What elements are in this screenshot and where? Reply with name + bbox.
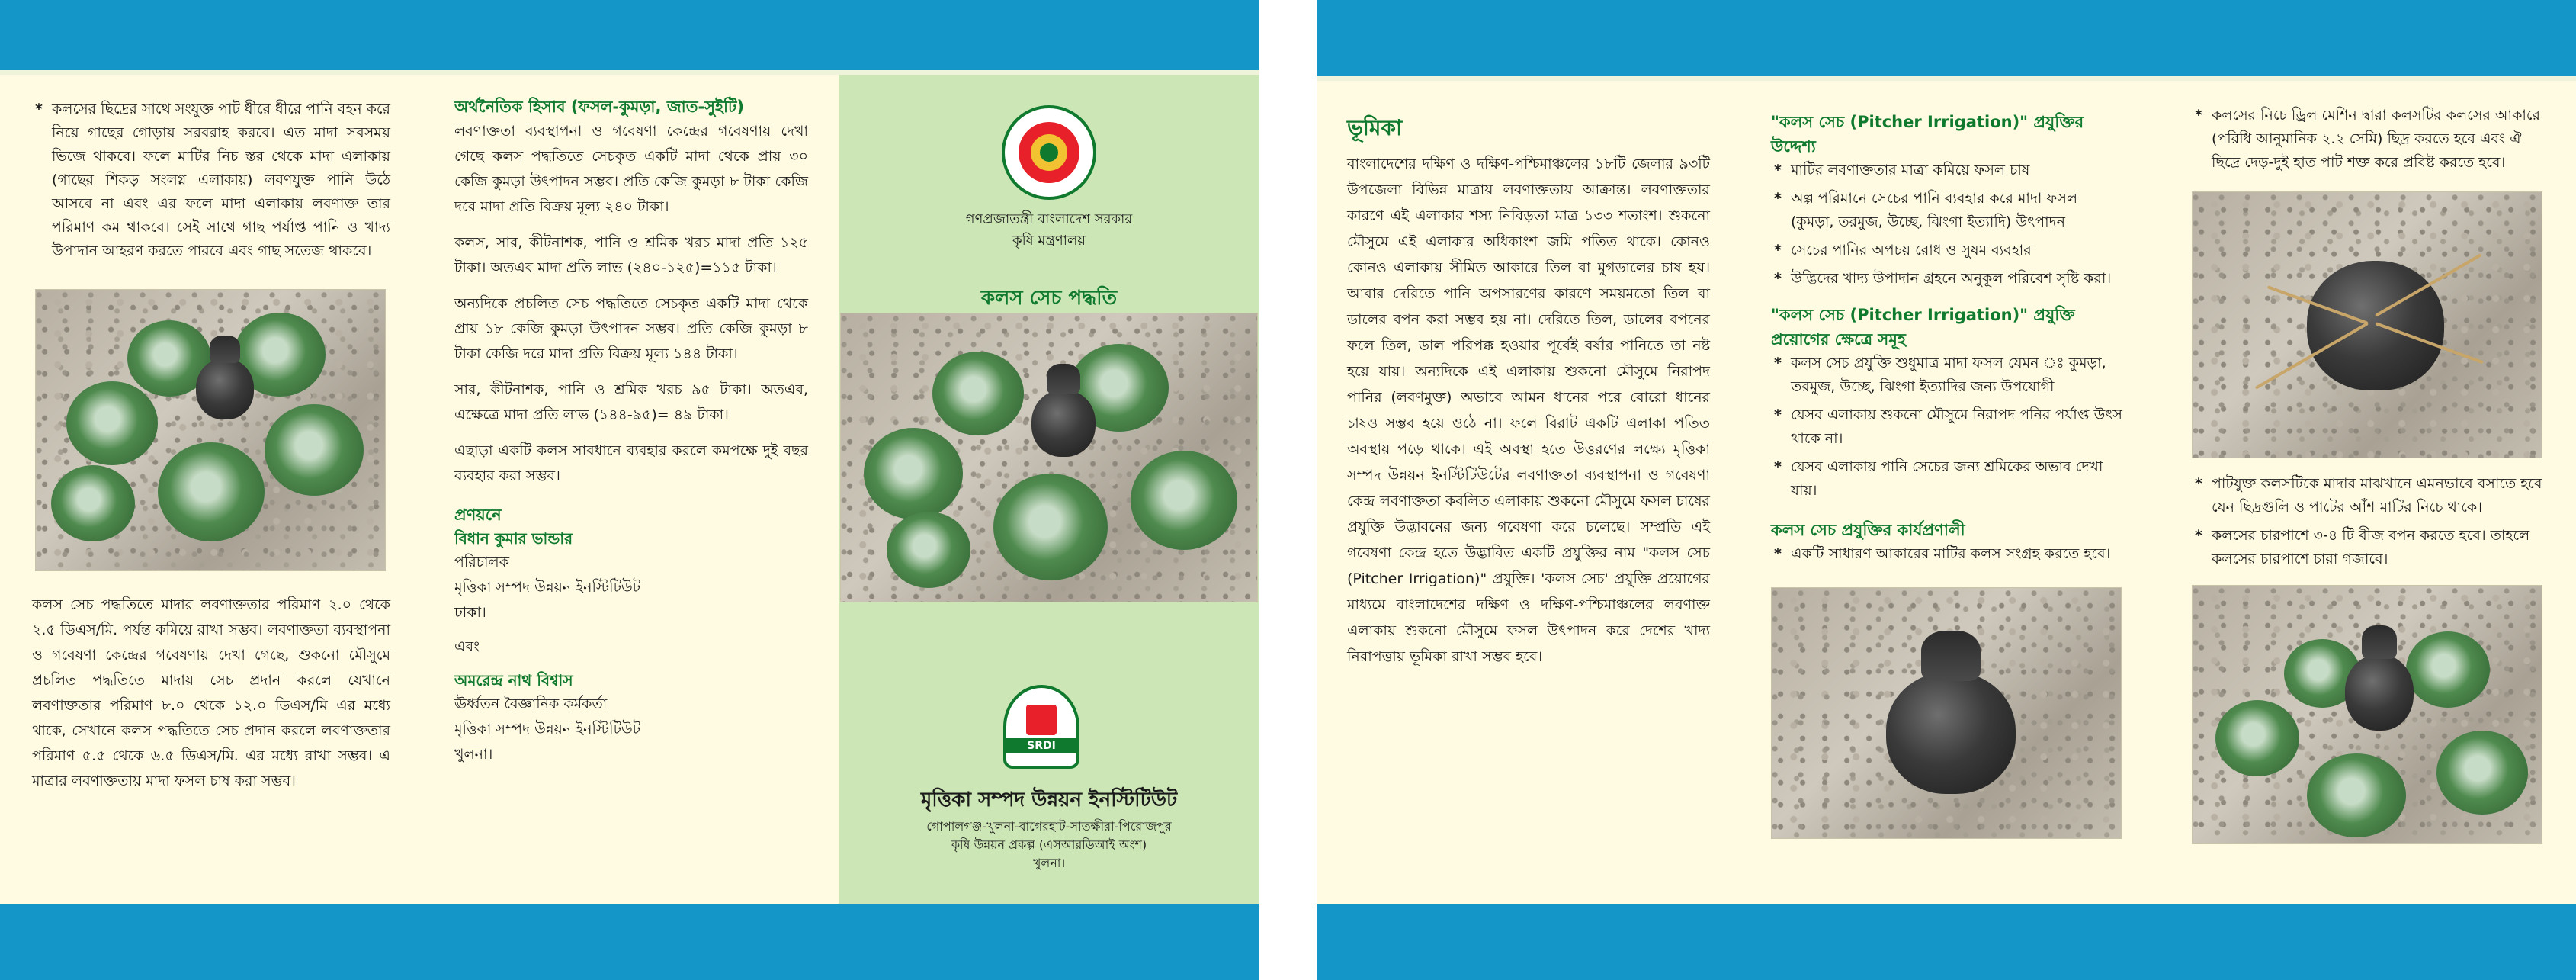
institute-districts: গোপালগঞ্জ-খুলনা-বাগেরহাট-সাতক্ষীরা-পিরোজপুর bbox=[926, 819, 1172, 834]
panel-steps bbox=[2155, 76, 2576, 910]
bottom-blue-band bbox=[1317, 904, 2576, 980]
scope-item: * যেসব এলাকায় পানি সেচের জন্য শ্রমিকের অভাব দেখা যায়। bbox=[1771, 455, 2125, 503]
intro-heading: ভূমিকা bbox=[1347, 115, 1403, 140]
srdi-logo-label: SRDI bbox=[1006, 738, 1076, 753]
economics-pitcher-yield: লবণাক্ততা ব্যবস্থাপনা ও গবেষণা কেন্দ্রের গবেষণায় দেখা গেছে কলস পদ্ধতিতে সেচকৃত একটি মাদা থেকে প্রায় ৩০ কেজি কুমড়া উৎপাদন সম্ভব। প্রতি কেজি কুমড়া ৮ টাকা কেজি দরে মাদা প্রতি বিক্রয় মূল্য ২৪০ টাকা। bbox=[454, 123, 808, 215]
step-seed-item: * কলসের চারপাশে ৩-৪ টি বীজ বপন করতে হবে। তাহলে কলসের চারপাশে চারা গজাবে। bbox=[2192, 524, 2544, 571]
process-continued-text: * কলসের ছিদ্রের সাথে সংযুক্ত পাট ধীরে ধীরে পানি বহন করে নিয়ে গাছের গোড়ায় সরবরাহ করবে। এত মাদা সবসময় ভিজে থাকবে। ফলে মাটির নিচ স্তর থেকে মাদা এলাকায় (গাছের শিকড় সংলগ্ন এলাকায়) লবণযুক্ত পানি উঠে আসবে না এবং এর ফলে মাদা এলাকায় লবণাক্ত তার পরিমাণ কম থাকবে। সেই সাথে গাছ পর্যাপ্ত পানি ও খাদ্য উপাদান আহরণ করতে পারবে এবং গাছ সতেজ থাকবে। bbox=[32, 98, 390, 263]
authors-and: এবং bbox=[454, 638, 480, 655]
scope-item: * কলস সেচ প্রযুক্তি শুধুমাত্র মাদা ফসল যেমন ঃ কুমড়া, তরমুজ, উচ্ছে, ঝিংগা ইত্যাদির জন্য উপযোগী bbox=[1771, 352, 2125, 399]
step-drill-item: * কলসের নিচে ড্রিল মেশিন দ্বারা কলসটির কলসের আকারে (পরিধি আনুমানিক ২.২ সেমি) ছিদ্র করতে হবে এবং ঐ ছিদ্রে দেড়-দুই হাত পাট শক্ত করে প্রবিষ্ট করতে হবে। bbox=[2192, 104, 2544, 175]
objective-item: * অল্প পরিমানে সেচের পানি ব্যবহার করে মাদা ফসল (কুমড়া, তরমুজ, উচ্ছে, ঝিংগা ইত্যাদি) উৎপাদন bbox=[1771, 187, 2125, 234]
objective-item: * মাটির লবণাক্ততার মাত্রা কমিয়ে ফসল চাষ bbox=[1771, 159, 2125, 182]
institute-name: মৃত্তিকা সম্পদ উন্নয়ন ইনস্টিটিউট bbox=[920, 789, 1178, 811]
objective-item: * সেচের পানির অপচয় রোধ ও সুষম ব্যবহার bbox=[1771, 239, 2125, 262]
objective-item: * উদ্ভিদের খাদ্য উপাদান গ্রহনে অনুকূল পরিবেশ সৃষ্টি করা। bbox=[1771, 267, 2125, 291]
author2-city: খুলনা। bbox=[454, 746, 493, 763]
government-emblem-icon bbox=[1002, 105, 1096, 200]
seedlings-around-pitcher-photo bbox=[2192, 585, 2542, 844]
objectives-heading: "কলস সেচ (Pitcher Irrigation)" প্রযুক্তির উদ্দেশ্য bbox=[1771, 113, 2084, 156]
panel-cover bbox=[839, 75, 1259, 904]
author2-title: ঊর্ধ্বতন বৈজ্ঞানিক কর্মকর্তা bbox=[454, 696, 608, 712]
brochure-title: কলস সেচ পদ্ধতি bbox=[980, 287, 1118, 310]
authors-block bbox=[454, 503, 808, 767]
government-line: গণপ্রজাতন্ত্রী বাংলাদেশ সরকার bbox=[965, 211, 1133, 227]
sheet-gap bbox=[1259, 0, 1317, 980]
srdi-logo-icon bbox=[1003, 685, 1079, 769]
scope-item: * যেসব এলাকায় শুকনো মৌসুমে নিরাপদ পনির পর্যাপ্ত উৎস থাকে না। bbox=[1771, 403, 2125, 451]
author1-name: বিধান কুমার ভান্ডার bbox=[454, 529, 573, 548]
authors-label: প্রণয়নে bbox=[454, 506, 502, 524]
economics-conventional-cost: সার, কীটনাশক, পানি ও শ্রমিক খরচ ৯৫ টাকা। অতএব, এক্ষেত্রে মাদা প্রতি লাভ (১৪৪-৯৫)= ৪৯ টাকা। bbox=[454, 381, 808, 423]
salinity-reduction-text: কলস সেচ পদ্ধতিতে মাদার লবণাক্ততার পরিমাণ ২.০ থেকে ২.৫ ডিএস/মি. পর্যন্ত কমিয়ে রাখা সম্ভব। লবণাক্ততা ব্যবস্থাপনা ও গবেষণা কেন্দ্রের গবেষণায় দেখা গেছে, শুকনো মৌসুমে প্রচলিত পদ্ধতিতে মাদায় সেচ প্রদান করলে যেখানে লবণাক্ততার পরিমাণ ৮.০ থেকে ১২.০ ডিএস/মি এর মধ্যে থাকে, সেখানে কলস পদ্ধতিতে সেচ প্রদান করলে লবণাক্ততার পরিমাণ ৫.৫ থেকে ৬.৫ ডিএস/মি. এর মধ্যে রাখা সম্ভব। এ মাত্রার লবণাক্ততায় মাদা ফসল চাষ করা সম্ভব। bbox=[32, 596, 390, 789]
panel-introduction bbox=[1317, 76, 1737, 910]
panel-continued-process bbox=[0, 70, 421, 904]
brochure-inner-sheet bbox=[1317, 0, 2576, 980]
economics-durability: এছাড়া একটি কলস সাবধানে ব্যবহার করলে কমপক্ষে দুই বছর ব্যবহার করা সম্ভব। bbox=[454, 442, 808, 484]
intro-body: বাংলাদেশের দক্ষিণ ও দক্ষিণ-পশ্চিমাঞ্চলের ১৮টি জেলার ৯৩টি উপজেলা বিভিন্ন মাত্রায় লবণাক্ততায় আক্রান্ত। লবণাক্ততার কারণে এই এলাকার শস্য নিবিড়তা মাত্র ১৩৩ শতাংশ। শুকনো মৌসুমে এই এলাকার অধিকাংশ জমি পতিত থাকে। কোনও কোনও এলাকায় সীমিত আকারে তিল বা মুগডালের চাষ হয়। আবার দেরিতে পানি অপসারণের কারণে সময়মতো তিল বা ডালের বপন করা সম্ভব হয় না। দেরিতে তিল, ডালের বপনের ফলে তিল, ডাল পরিপক্ক হওয়ার পূর্বেই বর্ষার পানিতে তা নষ্ট হয়ে যায়। অন্যদিকে এই এলাকায় শুকনো মৌসুমে নিরাপদ পানির (লবণমুক্ত) অভাবে আমন ধানের পরে বোরো ধানের চাষও সম্ভব হয়ে ওঠে না। ফলে বিরাট একটি এলাকা পতিত অবস্থায় পড়ে থাকে। এই অবস্থা হতে উত্তরণের লক্ষ্যে মৃত্তিকা সম্পদ উন্নয়ন ইনস্টিটিউটের লবণাক্ততা ব্যবস্থাপনা ও গবেষণা কেন্দ্র লবণাক্ততা কবলিত এলাকায় শুকনো মৌসুমে ফসল চাষের প্রযুক্তি উদ্ভাবনের জন্য গবেষণা করে চলেছে। সম্প্রতি এই গবেষণা কেন্দ্র হতে উদ্ভাবিত একটি প্রযুক্তির নাম "কলস সেচ (Pitcher Irrigation)" প্রযুক্তি। 'কলস সেচ' প্রযুক্তি প্রয়োগের মাধ্যমে বাংলাদেশের দক্ষিণ ও দক্ষিণ-পশ্চিমাঞ্চলের লবণাক্ত এলাকায় শুকনো মৌসুমে ফসল উৎপাদন করে দেশের খাদ্য নিরাপত্তায় ভূমিকা রাখা সম্ভব হবে। bbox=[1347, 156, 1710, 665]
author2-name: অমরেন্দ্র নাথ বিশ্বাস bbox=[454, 671, 573, 689]
panel-economics bbox=[421, 70, 839, 904]
top-blue-band bbox=[1317, 0, 2576, 76]
institute-project: কৃষি উন্নয়ন প্রকল্প (এসআরডিআই অংশ) bbox=[951, 837, 1147, 852]
economics-conventional-yield: অন্যদিকে প্রচলিত সেচ পদ্ধতিতে সেচকৃত একটি মাদা থেকে প্রায় ১৮ কেজি কুমড়া উৎপাদন সম্ভব। প্রতি কেজি কুমড়া ৮ টাকা কেজি দরে মাদা প্রতি বিক্রয় মূল্য ১৪৪ টাকা। bbox=[454, 295, 808, 362]
brochure-outer-sheet bbox=[0, 0, 1259, 980]
cover-pumpkin-photo bbox=[840, 313, 1258, 602]
economics-pitcher-cost: কলস, সার, কীটনাশক, পানি ও শ্রমিক খরচ মাদা প্রতি ১২৫ টাকা। অতএব মাদা প্রতি লাভ (২৪০-১২৫)=১১৫ টাকা। bbox=[454, 234, 808, 276]
author1-city: ঢাকা। bbox=[454, 604, 486, 621]
panel-objectives bbox=[1737, 76, 2155, 910]
method-item: * একটি সাধারণ আকারের মাটির কলস সংগ্রহ করতে হবে। bbox=[1771, 542, 2125, 566]
author1-title: পরিচালক bbox=[454, 554, 509, 570]
institute-city: খুলনা। bbox=[1032, 856, 1066, 870]
clay-pitcher-photo bbox=[1771, 587, 2122, 839]
author2-org: মৃত্তিকা সম্পদ উন্নয়ন ইনস্টিটিউট bbox=[454, 721, 641, 737]
step-place-item: * পাটযুক্ত কলসটিকে মাদার মাঝখানে এমনভাবে বসাতে হবে যেন ছিদ্রগুলি ও পাটের আঁশ মাটির নিচে থাকে। bbox=[2192, 472, 2544, 519]
top-blue-band bbox=[0, 0, 1259, 70]
author1-org: মৃত্তিকা সম্পদ উন্নয়ন ইনস্টিটিউট bbox=[454, 579, 641, 596]
economics-heading: অর্থনৈতিক হিসাব (ফসল-কুমড়া, জাত-সুইটি) bbox=[454, 98, 745, 116]
bottom-blue-band bbox=[0, 904, 1259, 980]
ministry-line: কৃষি মন্ত্রণালয় bbox=[1012, 233, 1086, 249]
scope-heading: "কলস সেচ (Pitcher Irrigation)" প্রযুক্তি প্রয়োগের ক্ষেত্রে সমূহ bbox=[1771, 306, 2075, 349]
method-heading: কলস সেচ প্রযুক্তির কার্যপ্রণালী bbox=[1771, 521, 1965, 539]
pitcher-with-jute-photo bbox=[2192, 191, 2542, 458]
pumpkin-plant-photo bbox=[35, 289, 386, 571]
